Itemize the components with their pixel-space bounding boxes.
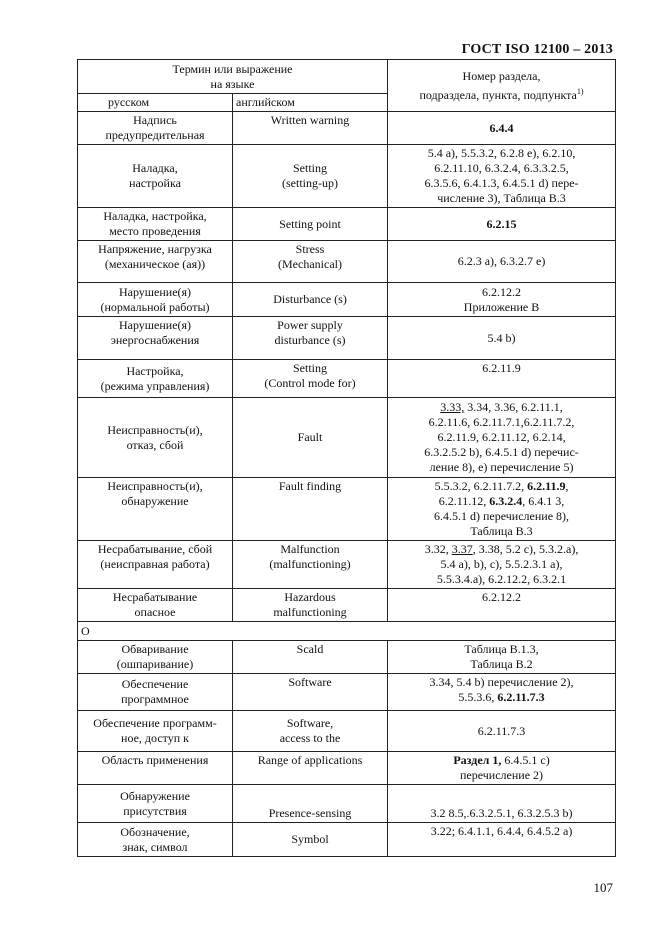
table-row bbox=[78, 823, 616, 857]
page-number: 107 bbox=[593, 880, 613, 895]
term-ru: Наладка, настройка bbox=[78, 145, 233, 208]
term-en: Setting (Control mode for) bbox=[233, 360, 388, 398]
term-ru: Обнаружение присутствия bbox=[78, 785, 233, 823]
term-en: Malfunction (malfunctioning) bbox=[233, 541, 388, 589]
term-ref: 5.4 а), 5.5.3.2, 6.2.8 е), 6.2.10, 6.2.11.10, 6.3.2.4, 6.3.3.2.5, 6.3.5.6, 6.4.1.3, 6.4.5.1 d) пере- числение 3), Таблица В.3 bbox=[388, 145, 616, 208]
term-en: Written warning bbox=[233, 112, 388, 145]
term-ru: Нарушение(я) энергоснабжения bbox=[78, 317, 233, 360]
reference-column-header: Номер раздела, подраздела, пункта, подпункта$^{1)}$ bbox=[388, 60, 616, 112]
term-en: Hazardous malfunctioning bbox=[233, 589, 388, 622]
term-ru: Обеспечение программ- ное, доступ к bbox=[78, 711, 233, 752]
term-ref: Раздел 1, 6.4.5.1 с) перечисление 2) bbox=[388, 752, 616, 785]
term-ru: Наладка, настройка, место проведения bbox=[78, 208, 233, 241]
term-ru: Нарушение(я) (нормальной работы) bbox=[78, 283, 233, 317]
table-row bbox=[78, 208, 616, 241]
table-row bbox=[78, 589, 616, 622]
term-ru: Несрабатывание опасное bbox=[78, 589, 233, 622]
table-row bbox=[78, 112, 616, 145]
term-ru: Неисправность(и), обнаружение bbox=[78, 478, 233, 541]
term-ref: 6.2.12.2 Приложение В bbox=[388, 283, 616, 317]
term-ref: 3.32, 3.37, 3.38, 5.2 с), 5.3.2.а), 5.4 а), b), с), 5.5.2.3.1 а), 5.5.3.4.а), 6.2.12.2, 6.3.2.1 bbox=[388, 541, 616, 589]
table-row bbox=[78, 641, 616, 674]
term-ref: 5.4 b) bbox=[388, 317, 616, 360]
table-row bbox=[78, 711, 616, 752]
term-en: Software, access to the bbox=[233, 711, 388, 752]
russian-column-header: русском bbox=[78, 94, 233, 112]
table-row bbox=[78, 478, 616, 541]
term-ref: 6.2.11.7.3 bbox=[388, 711, 616, 752]
table-row bbox=[78, 283, 616, 317]
table-row bbox=[78, 541, 616, 589]
table-row bbox=[78, 145, 616, 208]
table-row bbox=[78, 674, 616, 711]
table-row bbox=[78, 360, 616, 398]
term-en: Fault bbox=[233, 398, 388, 478]
section-letter-row bbox=[78, 622, 616, 641]
term-ref: 5.5.3.2, 6.2.11.7.2, 6.2.11.9, 6.2.11.12, 6.3.2.4, 6.4.1 3, 6.4.5.1 d) перечисление 8), Таблица В.3 bbox=[388, 478, 616, 541]
term-en: Range of applications bbox=[233, 752, 388, 785]
term-ref: 6.2.11.9 bbox=[388, 360, 616, 398]
term-ref: 6.2.15 bbox=[388, 208, 616, 241]
table-row bbox=[78, 241, 616, 283]
term-ru: Обваривание (ошпаривание) bbox=[78, 641, 233, 674]
term-ref: Таблица В.1.3, Таблица В.2 bbox=[388, 641, 616, 674]
term-ru: Надпись предупредительная bbox=[78, 112, 233, 145]
term-ref: 6.2.12.2 bbox=[388, 589, 616, 622]
english-column-header: английском bbox=[233, 94, 388, 112]
table-row bbox=[78, 317, 616, 360]
term-ru: Несрабатывание, сбой (неисправная работа) bbox=[78, 541, 233, 589]
document-header: ГОСТ ISO 12100 – 2013 bbox=[461, 42, 613, 57]
term-ru: Напряжение, нагрузка (механическое (ая)) bbox=[78, 241, 233, 283]
term-en: Power supply disturbance (s) bbox=[233, 317, 388, 360]
term-ref: 3.2 8.5,.6.3.2.5.1, 6.3.2.5.3 b) bbox=[388, 785, 616, 823]
term-ref: 3.33, 3.34, 3.36, 6.2.11.1, 6.2.11.6, 6.2.11.7.1,6.2.11.7.2, 6.2.11.9, 6.2.11.12, 6.2.14, 6.3.2.5.2 b), 6.4.5.1 d) перечис- ление 8), е) перечисление 5) bbox=[388, 398, 616, 478]
term-ru: Настройка, (режима управления) bbox=[78, 360, 233, 398]
terms-index-table bbox=[77, 59, 616, 857]
term-ref: 6.4.4 bbox=[388, 112, 616, 145]
term-ref: 3.34, 5.4 b) перечисление 2), 5.5.3.6, 6.2.11.7.3 bbox=[388, 674, 616, 711]
term-en: Presence-sensing bbox=[233, 785, 388, 823]
term-en: Fault finding bbox=[233, 478, 388, 541]
term-ref: 3.22; 6.4.1.1, 6.4.4, 6.4.5.2 а) bbox=[388, 823, 616, 857]
term-en: Software bbox=[233, 674, 388, 711]
term-en: Setting (setting-up) bbox=[233, 145, 388, 208]
term-group-header: Термин или выражение на языке bbox=[78, 60, 388, 94]
term-en: Disturbance (s) bbox=[233, 283, 388, 317]
table-row bbox=[78, 398, 616, 478]
term-en: Scald bbox=[233, 641, 388, 674]
term-en: Setting point bbox=[233, 208, 388, 241]
term-en: Symbol bbox=[233, 823, 388, 857]
term-ref: 6.2.3 а), 6.3.2.7 е) bbox=[388, 241, 616, 283]
table-row bbox=[78, 785, 616, 823]
term-ru: Обозначение, знак, символ bbox=[78, 823, 233, 857]
section-letter: О bbox=[78, 622, 616, 641]
table-row bbox=[78, 752, 616, 785]
term-ru: Область применения bbox=[78, 752, 233, 785]
term-ru: Обеспечение программное bbox=[78, 674, 233, 711]
term-en: Stress (Mechanical) bbox=[233, 241, 388, 283]
term-ru: Неисправность(и), отказ, сбой bbox=[78, 398, 233, 478]
